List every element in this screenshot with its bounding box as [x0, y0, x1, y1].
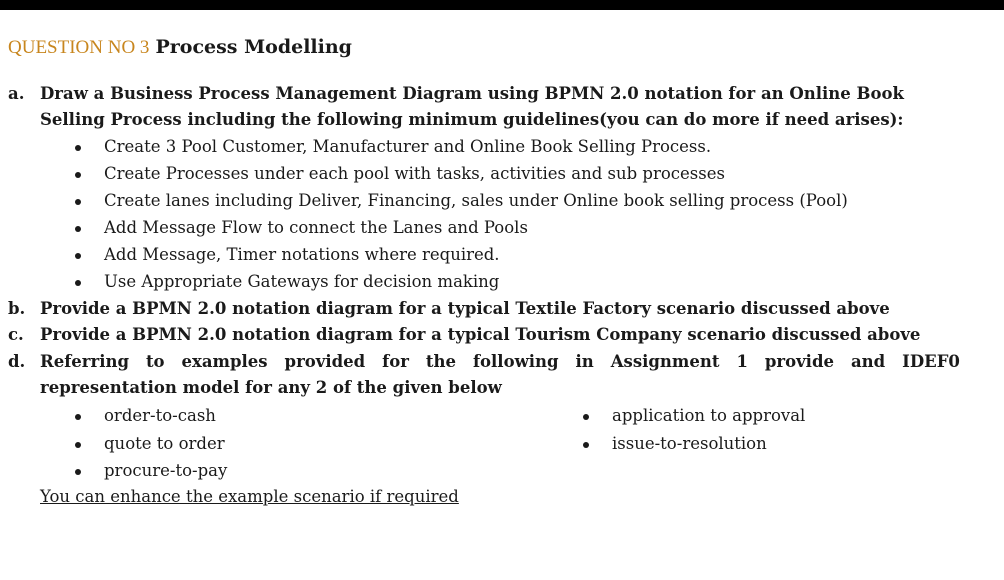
part-d-word: 1: [736, 352, 748, 371]
bullet-dot: [75, 469, 81, 475]
part-d-word: to: [145, 352, 165, 371]
part-d-line-2: representation model for any 2 of the given below: [40, 378, 502, 397]
bullet-dot: [75, 145, 81, 151]
part-d-left-bullet: order-to-cash: [104, 406, 216, 425]
bullet-dot: [583, 414, 589, 420]
part-d-word: for: [382, 352, 409, 371]
bullet-dot: [75, 199, 81, 205]
part-d-word: in: [575, 352, 594, 371]
part-b-text: Provide a BPMN 2.0 notation diagram for a typical Textile Factory scenario discussed above: [40, 299, 890, 318]
part-c-label: c.: [8, 325, 24, 344]
bullet-dot: [75, 414, 81, 420]
part-a-bullet: Add Message, Timer notations where required.: [104, 245, 500, 264]
part-b-label: b.: [8, 299, 26, 318]
part-a-bullet: Use Appropriate Gateways for decision making: [104, 272, 500, 291]
part-d-right-bullet: application to approval: [612, 406, 806, 425]
bullet-dot: [583, 442, 589, 448]
top-bar: [0, 0, 1004, 10]
question-title: Process Modelling: [155, 36, 352, 58]
part-d-word: Assignment: [610, 352, 720, 371]
part-a-bullet: Add Message Flow to connect the Lanes and Pools: [104, 218, 528, 237]
part-d-label: d.: [8, 352, 26, 371]
part-d-left-bullet: procure-to-pay: [104, 461, 228, 480]
part-d-left-bullet: quote to order: [104, 434, 225, 453]
part-c-text: Provide a BPMN 2.0 notation diagram for a typical Tourism Company scenario discussed above: [40, 325, 921, 344]
part-d-word: IDEF0: [902, 352, 960, 371]
part-d-word: the: [425, 352, 456, 371]
part-a-label: a.: [8, 84, 25, 103]
part-d-line-1: [40, 352, 960, 371]
bullet-dot: [75, 172, 81, 178]
bullet-dot: [75, 442, 81, 448]
part-d-right-bullet: issue-to-resolution: [612, 434, 767, 453]
bullet-dot: [75, 226, 81, 232]
part-a-bullet: Create lanes including Deliver, Financing, sales under Online book selling process (Pool): [104, 191, 848, 210]
question-heading: [8, 36, 352, 59]
part-d-word: Referring: [40, 352, 129, 371]
part-a-line-2: Selling Process including the following minimum guidelines(you can do more if need arises):: [40, 110, 904, 129]
part-d-word: provide: [764, 352, 834, 371]
part-a-line-1: Draw a Business Process Management Diagram using BPMN 2.0 notation for an Online Book: [40, 84, 904, 103]
part-d-word: following: [472, 352, 559, 371]
part-d-word: and: [850, 352, 886, 371]
bullet-dot: [75, 253, 81, 259]
part-d-word: examples: [181, 352, 268, 371]
part-d-footer: You can enhance the example scenario if required: [40, 487, 459, 506]
part-d-word: provided: [284, 352, 366, 371]
part-a-bullet: Create 3 Pool Customer, Manufacturer and Online Book Selling Process.: [104, 137, 712, 156]
bullet-dot: [75, 280, 81, 286]
part-a-bullet: Create Processes under each pool with tasks, activities and sub processes: [104, 164, 725, 183]
question-number: QUESTION NO 3: [8, 37, 150, 58]
